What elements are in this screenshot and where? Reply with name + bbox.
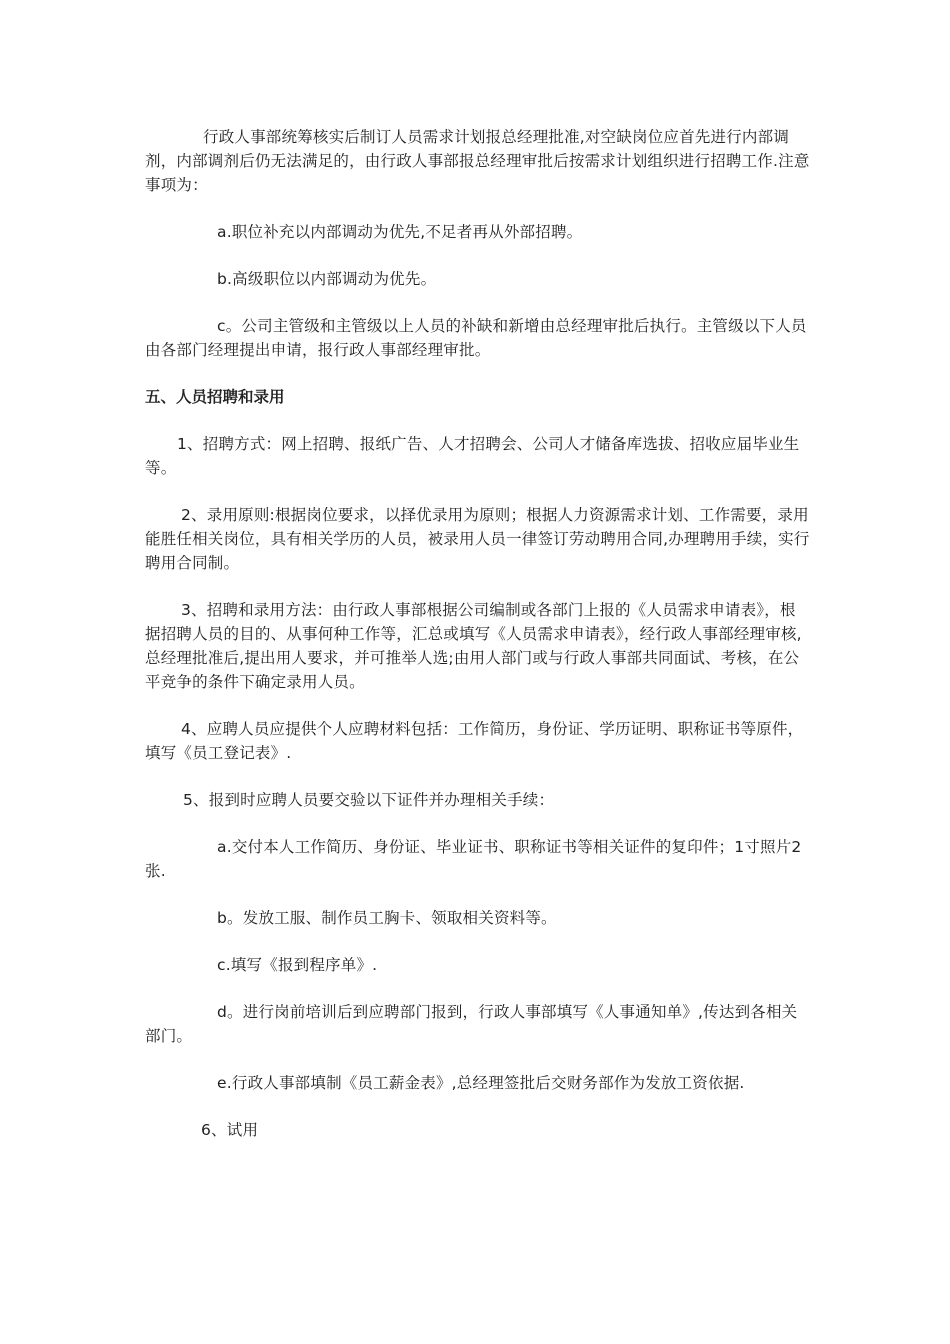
item-5-onboarding: 5、报到时应聘人员要交验以下证件并办理相关手续： (183, 791, 555, 809)
sub-item-d: d。进行岗前培训后到应聘部门报到，行政人事部填写《人事通知单》,传达到各相关部门。 (145, 1003, 798, 1045)
item-4-applicant-materials: 4、应聘人员应提供个人应聘材料包括：工作简历，身份证、学历证明、职称证书等原件，填写《员工登记表》. (145, 720, 804, 762)
section-heading: 五、人员招聘和录用 (145, 388, 285, 406)
note-c: c。公司主管级和主管级以上人员的补缺和新增由总经理审批后执行。主管级以下人员由各部门经理提出申请，报行政人事部经理审批。 (145, 317, 807, 359)
intro-paragraph: 行政人事部统筹核实后制订人员需求计划报总经理批准,对空缺岗位应首先进行内部调剂，内部调剂后仍无法满足的，由行政人事部报总经理审批后按需求计划组织进行招聘工作.注意事项为： (145, 128, 810, 194)
note-a: a.职位补充以内部调动为优先,不足者再从外部招聘。 (217, 223, 583, 241)
note-b: b.高级职位以内部调动为优先。 (217, 270, 437, 288)
sub-item-c: c.填写《报到程序单》. (217, 956, 378, 974)
item-2-hiring-principles: 2、录用原则:根据岗位要求，以择优录用为原则；根据人力资源需求计划、工作需要，录用能胜任相关岗位，具有相关学历的人员，被录用人员一律签订劳动聘用合同,办理聘用手续，实行聘用合同制。 (145, 506, 810, 572)
item-3-hiring-procedure: 3、招聘和录用方法：由行政人事部根据公司编制或各部门上报的《人员需求申请表》，根据招聘人员的目的、从事何种工作等，汇总或填写《人员需求申请表》，经行政人事部经理审核,总经理批准后,提出用人要求，并可推举人选;由用人部门或与行政人事部共同面试、考核，在公平竞争的条件下确定录用人员。 (145, 601, 802, 691)
sub-item-e: e.行政人事部填制《员工薪金表》,总经理签批后交财务部作为发放工资依据. (217, 1074, 745, 1092)
item-1-recruitment-methods: 1、招聘方式：网上招聘、报纸广告、人才招聘会、公司人才储备库选拔、招收应届毕业生等。 (145, 435, 800, 477)
sub-item-a: a.交付本人工作简历、身份证、毕业证书、职称证书等相关证件的复印件；1寸照片2张. (145, 838, 802, 880)
sub-item-b: b。发放工服、制作员工胸卡、领取相关资料等。 (217, 909, 557, 927)
item-6-probation: 6、试用 (201, 1121, 259, 1139)
document-body (145, 125, 810, 1165)
